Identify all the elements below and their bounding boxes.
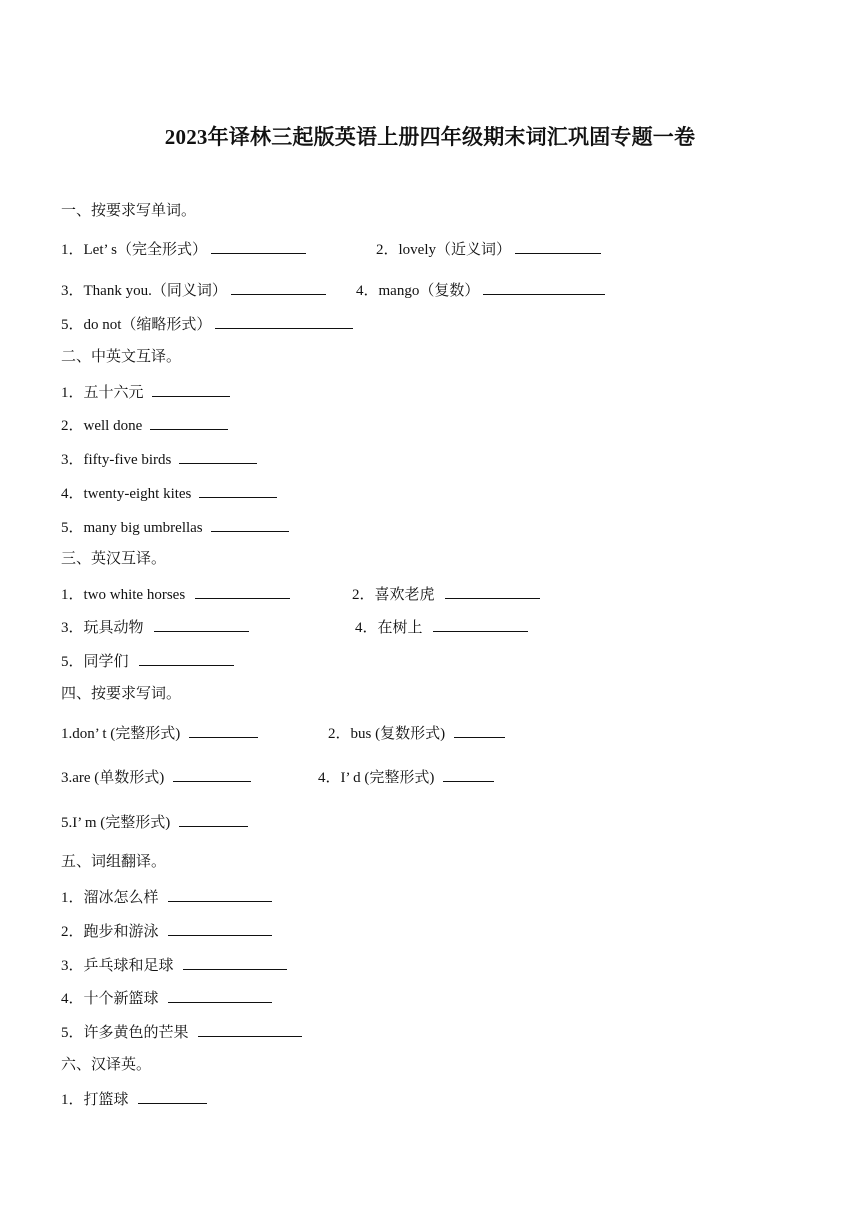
question-label: 3．Thank you.（同义词） <box>61 283 227 299</box>
question-row <box>61 381 230 403</box>
section-heading-5: 五、词组翻译。 <box>61 854 167 870</box>
answer-blank[interactable] <box>168 920 272 936</box>
question-label: 1．Let’ s（完全形式） <box>61 242 207 258</box>
question-label: 1．two white horses <box>61 587 186 603</box>
question-label: 4．在树上 <box>355 620 423 636</box>
question-row <box>61 1088 207 1110</box>
question-label: 3．fifty-five birds <box>61 452 172 468</box>
question-row <box>61 313 353 335</box>
answer-blank[interactable] <box>195 583 290 599</box>
answer-blank[interactable] <box>150 414 228 430</box>
question-label: 2．bus (复数形式) <box>328 726 446 742</box>
section-heading-2: 二、中英文互译。 <box>61 349 182 365</box>
question-row <box>61 987 272 1009</box>
question-row <box>61 766 251 788</box>
worksheet-title: 2023年译林三起版英语上册四年级期末词汇巩固专题一卷 <box>164 125 696 149</box>
question-label: 5．许多黄色的芒果 <box>61 1025 189 1041</box>
answer-blank[interactable] <box>215 313 353 329</box>
question-row <box>318 766 494 788</box>
question-row <box>61 1021 302 1043</box>
question-row <box>61 920 272 942</box>
answer-blank[interactable] <box>152 381 230 397</box>
question-label: 1．打篮球 <box>61 1092 129 1108</box>
answer-blank[interactable] <box>443 766 494 782</box>
question-row <box>61 886 272 908</box>
question-label: 1.don’ t (完整形式) <box>61 726 181 742</box>
question-row <box>61 616 249 638</box>
question-label: 2．跑步和游泳 <box>61 924 159 940</box>
question-row <box>61 414 228 436</box>
question-row <box>352 583 540 605</box>
question-row <box>61 448 257 470</box>
answer-blank[interactable] <box>139 650 234 666</box>
answer-blank[interactable] <box>211 238 306 254</box>
section-heading-1: 一、按要求写单词。 <box>61 203 197 219</box>
question-label: 5.I’ m (完整形式) <box>61 815 171 831</box>
answer-blank[interactable] <box>515 238 601 254</box>
answer-blank[interactable] <box>231 279 326 295</box>
question-row <box>61 516 289 538</box>
question-row <box>61 722 258 744</box>
answer-blank[interactable] <box>199 482 277 498</box>
answer-blank[interactable] <box>483 279 605 295</box>
answer-blank[interactable] <box>173 766 251 782</box>
question-label: 5．many big umbrellas <box>61 520 203 536</box>
question-row <box>61 811 248 833</box>
answer-blank[interactable] <box>168 886 272 902</box>
question-row <box>356 279 605 301</box>
question-row <box>61 482 277 504</box>
answer-blank[interactable] <box>179 448 257 464</box>
question-row <box>376 238 601 260</box>
answer-blank[interactable] <box>183 954 287 970</box>
section-heading-6: 六、汉译英。 <box>61 1057 152 1073</box>
question-row <box>61 238 306 260</box>
answer-blank[interactable] <box>168 987 272 1003</box>
question-label: 1．溜冰怎么样 <box>61 890 159 906</box>
question-row <box>61 279 326 301</box>
answer-blank[interactable] <box>138 1088 207 1104</box>
question-label: 4．mango（复数） <box>356 283 480 299</box>
section-heading-3: 三、英汉互译。 <box>61 551 167 567</box>
question-row <box>61 954 287 976</box>
answer-blank[interactable] <box>211 516 289 532</box>
question-label: 3．玩具动物 <box>61 620 144 636</box>
question-row <box>61 650 234 672</box>
question-label: 4．I’ d (完整形式) <box>318 770 435 786</box>
answer-blank[interactable] <box>198 1021 302 1037</box>
question-label: 4．十个新篮球 <box>61 991 159 1007</box>
question-label: 2．喜欢老虎 <box>352 587 435 603</box>
answer-blank[interactable] <box>189 722 258 738</box>
answer-blank[interactable] <box>433 616 528 632</box>
question-label: 3．乒乓球和足球 <box>61 958 174 974</box>
answer-blank[interactable] <box>154 616 249 632</box>
answer-blank[interactable] <box>445 583 540 599</box>
question-row <box>355 616 528 638</box>
question-label: 4．twenty-eight kites <box>61 486 192 502</box>
question-label: 3.are (单数形式) <box>61 770 165 786</box>
answer-blank[interactable] <box>179 811 248 827</box>
question-label: 2．lovely（近义词） <box>376 242 511 258</box>
question-row <box>328 722 505 744</box>
question-row <box>61 583 290 605</box>
section-heading-4: 四、按要求写词。 <box>61 686 182 702</box>
answer-blank[interactable] <box>454 722 505 738</box>
question-label: 5．do not（缩略形式） <box>61 317 212 333</box>
question-label: 5．同学们 <box>61 654 129 670</box>
question-label: 1．五十六元 <box>61 385 144 401</box>
question-label: 2．well done <box>61 418 143 434</box>
